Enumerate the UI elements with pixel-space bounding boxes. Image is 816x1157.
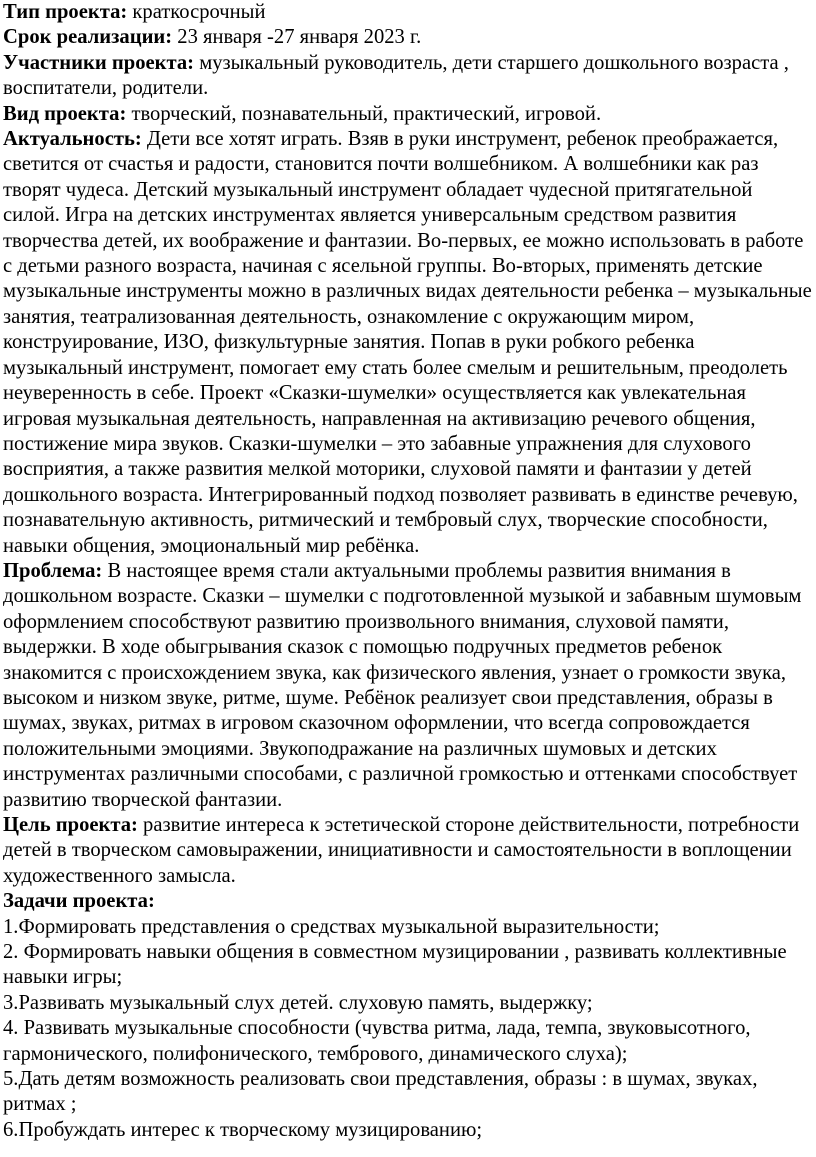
problem-paragraph [3, 559, 812, 813]
relevance-value: Дети все хотят играть. Взяв в руки инструмент, ребенок преображается, светится от счастья и радости, становится почти волшебником. А волшебники как раз творят чудеса. Детский музыкальный инструмент обладает чудесной притягательной силой. Игра на детских инструментах является универсальным средством развития творчества детей, их воображение и фантазии. Во-первых, ее можно использовать в работе с детьми разного возраста, начиная с ясельной группы. Во-вторых, применять детские музыкальные инструменты можно в различных видах деятельности ребенка – музыкальные занятия, театрализованная деятельность, ознакомление с окружающим миром, конструирование, ИЗО, физкультурные занятия. Попав в руки робкого ребенка музыкальный инструмент, помогает ему стать более смелым и решительным, преодолеть неуверенность в себе. Проект «Сказки-шумелки» осуществляется как увлекательная игровая музыкальная деятельность, направленная на активизацию речевого общения, постижение мира звуков. Сказки-шумелки – это забавные упражнения для слухового восприятия, а также развития мелкой моторики, слуховой памяти и фантазии у детей дошкольного возраста. Интегрированный подход позволяет развивать в единстве речевую, познавательную активность, ритмический и тембровый слух, творческие способности, навыки общения, эмоциональный мир ребёнка. [3, 128, 812, 557]
task-item: 5.Дать детям возможность реализовать свои представления, образы : в шумах, звуках, ритмах ; [3, 1068, 758, 1116]
task-item: 1.Формировать представления о средствах музыкальной выразительности; [3, 915, 660, 938]
implementation-period-value: 23 января -27 января 2023 г. [172, 26, 422, 49]
participants-paragraph [3, 51, 812, 102]
problem-label: Проблема: [3, 559, 103, 582]
relevance-label: Актуальность: [3, 128, 142, 151]
goal-label: Цель проекта: [3, 814, 138, 836]
task-item: 2. Формировать навыки общения в совместном музицировании , развивать коллективные навыки игры; [3, 941, 787, 989]
goal-paragraph [3, 813, 812, 889]
kind-value: творческий, познавательный, практический, игровой. [126, 102, 602, 125]
problem-value: В настоящее время стали актуальными проблемы развития внимания в дошкольном возрасте. Сказки – шумелки с подготовленной музыкой и забавным шумовым оформлением способствуют развитию произвольного внимания, слуховой памяти, выдержки. В ходе обыгрывания сказок с помощью подручных предметов ребенок знакомится с происхождением звука, как физического явления, узнает о громкости звука, высоком и низком звуке, ритме, шуме. Ребёнок реализует свои представления, образы в шумах, звуках, ритмах в игровом сказочном оформлении, что всегда сопровождается положительными эмоциями. Звукоподражание на различных шумовых и детских инструментах различными способами, с различной громкостью и оттенками способствует развитию творческой фантазии. [3, 559, 802, 811]
kind-label: Вид проекта: [3, 102, 127, 125]
task-item: 6.Пробуждать интерес к творческому музицированию; [3, 1118, 483, 1141]
tasks-list [3, 915, 812, 1144]
participants-value: музыкальный руководитель, дети старшего дошкольного возраста , воспитатели, родители. [3, 51, 789, 100]
project-type-paragraph [3, 0, 812, 25]
goal-value: развитие интереса к эстетической стороне действительности, потребности детей в творческом самовыражении, инициативности и самостоятельности в воплощении художественного замысла. [3, 814, 800, 887]
relevance-paragraph [3, 127, 812, 559]
kind-paragraph [3, 102, 812, 127]
task-item: 4. Развивать музыкальные способности (чувства ритма, лада, темпа, звуковысотного, гармонического, полифонического, тембрового, динамического слуха); [3, 1017, 751, 1065]
project-type-label: Тип проекта: [3, 1, 128, 23]
implementation-period-paragraph [3, 25, 812, 50]
tasks-heading: Задачи проекта: [3, 890, 155, 913]
task-item: 3.Развивать музыкальный слух детей. слуховую память, выдержку; [3, 991, 593, 1014]
participants-label: Участники проекта: [3, 51, 195, 74]
implementation-period-label: Срок реализации: [3, 26, 173, 49]
project-type-value: краткосрочный [127, 1, 266, 23]
